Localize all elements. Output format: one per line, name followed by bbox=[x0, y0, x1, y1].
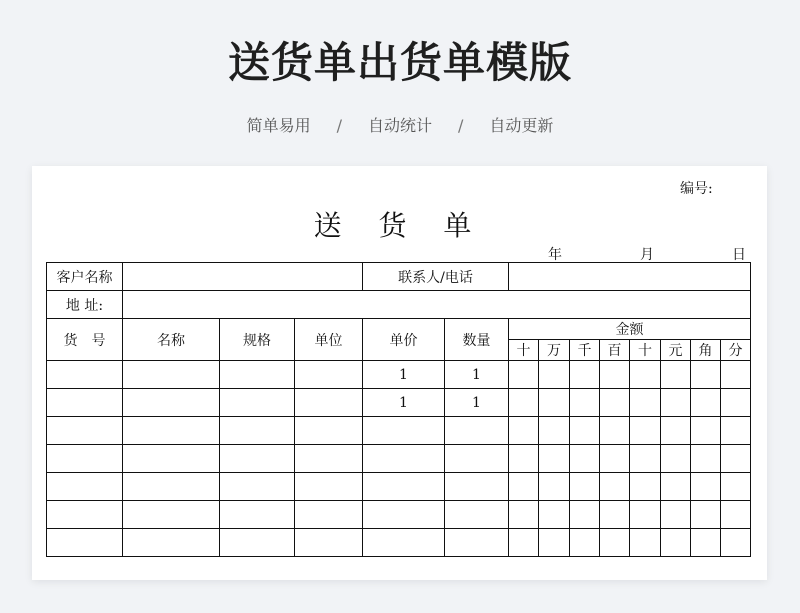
table-cell[interactable] bbox=[539, 445, 570, 473]
table-cell[interactable] bbox=[630, 445, 661, 473]
table-cell[interactable] bbox=[661, 501, 691, 529]
table-cell[interactable] bbox=[661, 445, 691, 473]
table-cell[interactable] bbox=[570, 361, 600, 389]
feature-tagline bbox=[0, 113, 800, 136]
col-quantity: 数量 bbox=[445, 319, 509, 361]
table-cell[interactable] bbox=[295, 473, 363, 501]
page-title: 送货单出货单模版 bbox=[227, 38, 572, 87]
table-cell[interactable] bbox=[691, 417, 721, 445]
col-name: 名称 bbox=[123, 319, 220, 361]
customer-row bbox=[47, 263, 751, 291]
digit-label: 千 bbox=[570, 340, 600, 361]
table-cell[interactable] bbox=[295, 501, 363, 529]
table-row bbox=[47, 445, 751, 473]
digit-label: 万 bbox=[539, 340, 570, 361]
table-cell[interactable] bbox=[123, 417, 220, 445]
table-row bbox=[47, 417, 751, 445]
quantity-cell[interactable] bbox=[445, 445, 509, 473]
table-cell[interactable] bbox=[600, 529, 630, 557]
unit-price-cell[interactable] bbox=[363, 445, 445, 473]
table-cell[interactable] bbox=[661, 389, 691, 417]
table-cell[interactable] bbox=[539, 473, 570, 501]
table-cell[interactable] bbox=[721, 473, 751, 501]
table-cell[interactable] bbox=[661, 417, 691, 445]
table-cell[interactable] bbox=[509, 417, 539, 445]
table-cell[interactable] bbox=[295, 389, 363, 417]
table-cell[interactable] bbox=[295, 445, 363, 473]
digit-label: 百 bbox=[600, 340, 630, 361]
table-cell[interactable] bbox=[509, 529, 539, 557]
digit-label: 元 bbox=[661, 340, 691, 361]
table-cell[interactable] bbox=[123, 445, 220, 473]
table-row bbox=[47, 473, 751, 501]
customer-name-cell[interactable] bbox=[123, 263, 363, 291]
table-cell[interactable] bbox=[721, 529, 751, 557]
feature-auto-stats: 自动统计 bbox=[367, 116, 432, 135]
customer-name-label: 客户名称 bbox=[47, 263, 123, 291]
contact-label: 联系人/电话 bbox=[363, 263, 509, 291]
table-cell[interactable] bbox=[630, 417, 661, 445]
table-cell[interactable] bbox=[47, 473, 123, 501]
table-cell[interactable] bbox=[570, 445, 600, 473]
table-cell[interactable] bbox=[570, 501, 600, 529]
table-cell[interactable] bbox=[691, 529, 721, 557]
table-cell[interactable] bbox=[220, 361, 295, 389]
contact-cell[interactable] bbox=[509, 263, 751, 291]
digit-label: 十 bbox=[509, 340, 539, 361]
table-cell[interactable] bbox=[123, 473, 220, 501]
table-cell[interactable] bbox=[295, 417, 363, 445]
table-cell[interactable] bbox=[509, 473, 539, 501]
table-cell[interactable] bbox=[661, 361, 691, 389]
serial-number-label: 编号: bbox=[680, 181, 713, 197]
table-cell[interactable] bbox=[47, 389, 123, 417]
col-amount: 金额 bbox=[509, 319, 751, 340]
table-cell[interactable] bbox=[721, 417, 751, 445]
unit-price-cell[interactable] bbox=[363, 473, 445, 501]
table-row bbox=[47, 389, 751, 417]
delivery-table bbox=[46, 262, 751, 557]
feature-auto-update: 自动更新 bbox=[489, 116, 554, 135]
table-cell[interactable] bbox=[691, 389, 721, 417]
feature-easy: 简单易用 bbox=[246, 116, 311, 135]
table-cell[interactable] bbox=[220, 417, 295, 445]
quantity-cell[interactable]: 1 bbox=[445, 389, 509, 417]
table-cell[interactable] bbox=[539, 417, 570, 445]
quantity-cell[interactable] bbox=[445, 473, 509, 501]
table-cell[interactable] bbox=[630, 473, 661, 501]
table-cell[interactable] bbox=[570, 529, 600, 557]
unit-price-cell[interactable] bbox=[363, 501, 445, 529]
column-header-row bbox=[47, 319, 751, 340]
table-cell[interactable] bbox=[509, 389, 539, 417]
table-cell[interactable] bbox=[661, 473, 691, 501]
table-cell[interactable] bbox=[600, 361, 630, 389]
table-cell[interactable] bbox=[630, 501, 661, 529]
col-unit-price: 单价 bbox=[363, 319, 445, 361]
table-cell[interactable] bbox=[691, 473, 721, 501]
col-spec: 规格 bbox=[220, 319, 295, 361]
table-cell[interactable] bbox=[220, 473, 295, 501]
table-row bbox=[47, 529, 751, 557]
address-row bbox=[47, 291, 751, 319]
table-row bbox=[47, 361, 751, 389]
table-cell[interactable] bbox=[600, 473, 630, 501]
table-cell[interactable] bbox=[691, 445, 721, 473]
table-cell[interactable] bbox=[47, 501, 123, 529]
unit-price-cell[interactable] bbox=[363, 529, 445, 557]
unit-price-cell[interactable]: 1 bbox=[363, 389, 445, 417]
unit-price-cell[interactable]: 1 bbox=[363, 361, 445, 389]
table-cell[interactable] bbox=[570, 417, 600, 445]
table-cell[interactable] bbox=[691, 361, 721, 389]
digit-label: 十 bbox=[630, 340, 661, 361]
table-cell[interactable] bbox=[47, 361, 123, 389]
table-cell[interactable] bbox=[600, 445, 630, 473]
table-cell[interactable] bbox=[123, 501, 220, 529]
table-cell[interactable] bbox=[220, 501, 295, 529]
date-month-label: 月 bbox=[640, 247, 654, 263]
table-cell[interactable] bbox=[47, 529, 123, 557]
table-cell[interactable] bbox=[539, 529, 570, 557]
digit-label: 分 bbox=[721, 340, 751, 361]
table-cell[interactable] bbox=[600, 501, 630, 529]
table-cell[interactable] bbox=[570, 389, 600, 417]
table-cell[interactable] bbox=[630, 529, 661, 557]
table-cell[interactable] bbox=[721, 445, 751, 473]
delivery-form-sheet bbox=[32, 166, 767, 580]
table-cell[interactable] bbox=[220, 445, 295, 473]
form-title: 送 货 单 bbox=[313, 209, 486, 242]
address-label: 地 址: bbox=[47, 291, 123, 319]
table-cell[interactable] bbox=[600, 417, 630, 445]
separator: / bbox=[458, 116, 464, 135]
table-cell[interactable] bbox=[661, 529, 691, 557]
table-row bbox=[47, 501, 751, 529]
table-cell[interactable] bbox=[539, 501, 570, 529]
date-day-label: 日 bbox=[732, 247, 746, 263]
table-cell[interactable] bbox=[509, 445, 539, 473]
table-cell[interactable] bbox=[600, 389, 630, 417]
unit-price-cell[interactable] bbox=[363, 417, 445, 445]
quantity-cell[interactable] bbox=[445, 417, 509, 445]
address-cell[interactable] bbox=[123, 291, 751, 319]
quantity-cell[interactable] bbox=[445, 501, 509, 529]
table-cell[interactable] bbox=[123, 389, 220, 417]
table-cell[interactable] bbox=[47, 417, 123, 445]
table-cell[interactable] bbox=[691, 501, 721, 529]
table-cell[interactable] bbox=[47, 445, 123, 473]
table-cell[interactable] bbox=[721, 501, 751, 529]
col-item-no: 货 号 bbox=[47, 319, 123, 361]
table-cell[interactable] bbox=[570, 473, 600, 501]
table-cell[interactable] bbox=[509, 501, 539, 529]
table-cell[interactable] bbox=[220, 529, 295, 557]
table-cell[interactable] bbox=[509, 361, 539, 389]
table-cell[interactable] bbox=[123, 361, 220, 389]
table-cell[interactable] bbox=[295, 361, 363, 389]
table-cell[interactable] bbox=[539, 361, 570, 389]
separator: / bbox=[336, 116, 342, 135]
table-cell[interactable] bbox=[721, 361, 751, 389]
table-cell[interactable] bbox=[123, 529, 220, 557]
table-cell[interactable] bbox=[539, 389, 570, 417]
table-cell[interactable] bbox=[220, 389, 295, 417]
table-cell[interactable] bbox=[295, 529, 363, 557]
quantity-cell[interactable] bbox=[445, 529, 509, 557]
table-cell[interactable] bbox=[630, 389, 661, 417]
quantity-cell[interactable]: 1 bbox=[445, 361, 509, 389]
table-cell[interactable] bbox=[630, 361, 661, 389]
table-cell[interactable] bbox=[721, 389, 751, 417]
date-year-label: 年 bbox=[548, 247, 562, 263]
col-unit: 单位 bbox=[295, 319, 363, 361]
digit-label: 角 bbox=[691, 340, 721, 361]
